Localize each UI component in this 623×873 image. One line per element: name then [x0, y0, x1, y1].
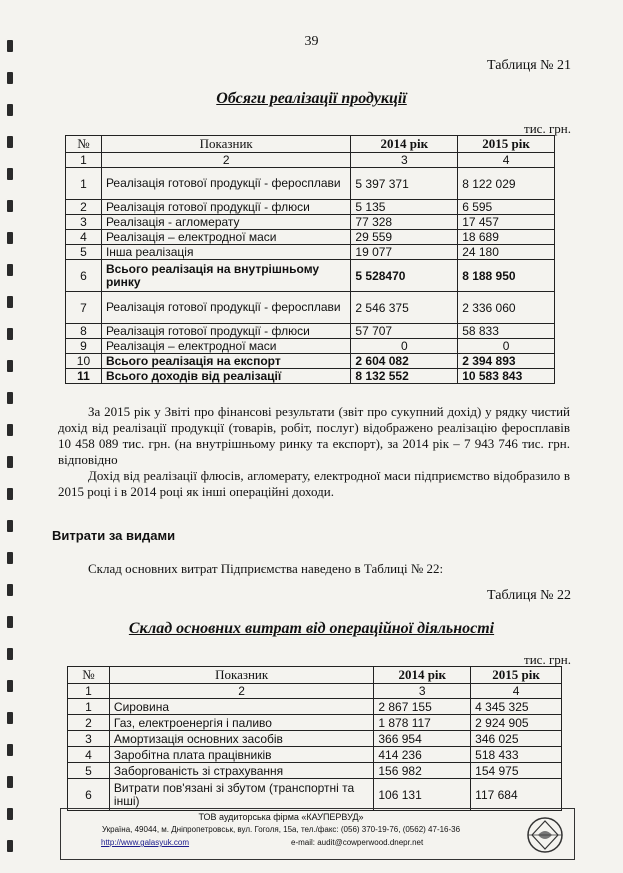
value-2015: 0 — [458, 339, 555, 354]
column-header: Показник — [109, 667, 373, 684]
row-number: 8 — [66, 324, 102, 339]
value-2014: 19 077 — [351, 245, 458, 260]
section-heading-expenses: Витрати за видами — [52, 528, 176, 543]
column-number: 4 — [458, 153, 555, 168]
column-number: 3 — [374, 684, 471, 699]
table-22 — [67, 666, 562, 811]
table-row — [68, 699, 562, 715]
table-row — [66, 339, 555, 354]
value-2015: 117 684 — [471, 779, 562, 811]
table-row — [66, 230, 555, 245]
table-22-title: Склад основних витрат від операційної діяльності — [128, 620, 495, 637]
table-21-title: Обсяги реалізації продукції — [216, 90, 407, 107]
column-number: 4 — [471, 684, 562, 699]
row-number: 1 — [66, 168, 102, 200]
table-row — [68, 715, 562, 731]
table-row — [68, 763, 562, 779]
row-label: Реалізація готової продукції - флюси — [101, 324, 350, 339]
paragraph-table-intro: Склад основних витрат Підприємства наведено в Таблиці № 22: — [88, 561, 444, 576]
column-number: 3 — [351, 153, 458, 168]
table-row — [66, 354, 555, 369]
value-2014: 5 528470 — [351, 260, 458, 292]
table-row — [66, 369, 555, 384]
table-row — [66, 200, 555, 215]
page-footer — [60, 808, 575, 860]
row-label: Газ, електроенергія і паливо — [109, 715, 373, 731]
row-number: 3 — [68, 731, 110, 747]
table-row — [66, 260, 555, 292]
value-2015: 2 336 060 — [458, 292, 555, 324]
value-2015: 10 583 843 — [458, 369, 555, 384]
row-number: 11 — [66, 369, 102, 384]
value-2014: 1 878 117 — [374, 715, 471, 731]
row-label: Сировина — [109, 699, 373, 715]
value-2015: 2 394 893 — [458, 354, 555, 369]
table-row — [68, 747, 562, 763]
table-22-units: тис. грн. — [524, 652, 571, 667]
value-2015: 8 188 950 — [458, 260, 555, 292]
table-21-units: тис. грн. — [524, 121, 571, 136]
value-2015: 518 433 — [471, 747, 562, 763]
column-header: № — [68, 667, 110, 684]
table-row — [68, 731, 562, 747]
value-2015: 6 595 — [458, 200, 555, 215]
paragraph-other-income — [58, 468, 570, 500]
value-2014: 29 559 — [351, 230, 458, 245]
row-label: Амортизація основних засобів — [109, 731, 373, 747]
table-22-ref: Таблиця № 22 — [487, 588, 571, 603]
table-row — [68, 779, 562, 811]
column-header: 2015 рік — [471, 667, 562, 684]
row-number: 1 — [68, 699, 110, 715]
paragraph-text: Дохід від реалізації флюсів, агломерату, електродної маси підприємство відобразило в 2015 році і в 2014 році як інші операційні доходи. — [58, 468, 570, 499]
paragraph-text: За 2015 рік у Звіті про фінансові результати (звіт про сукупний дохід) у рядку чистий дохід від реалізації продукції (товарів, робіт, послуг) відображено реалізацію феросплавів 10 458 089 тис. грн. (на внутрішньому ринку та експорт), за 2014 рік – 7 943 746 тис. грн. відповідно — [58, 404, 570, 467]
row-number: 9 — [66, 339, 102, 354]
value-2014: 414 236 — [374, 747, 471, 763]
column-number: 1 — [68, 684, 110, 699]
table-subheader-row — [66, 153, 555, 168]
company-logo-icon — [524, 815, 566, 855]
value-2015: 346 025 — [471, 731, 562, 747]
row-number: 6 — [66, 260, 102, 292]
value-2014: 77 328 — [351, 215, 458, 230]
value-2014: 156 982 — [374, 763, 471, 779]
value-2014: 366 954 — [374, 731, 471, 747]
table-row — [66, 245, 555, 260]
value-2014: 2 604 082 — [351, 354, 458, 369]
row-number: 2 — [68, 715, 110, 731]
value-2015: 2 924 905 — [471, 715, 562, 731]
value-2015: 17 457 — [458, 215, 555, 230]
table-header-row — [66, 136, 555, 153]
value-2014: 5 397 371 — [351, 168, 458, 200]
row-number: 2 — [66, 200, 102, 215]
row-number: 10 — [66, 354, 102, 369]
footer-email: e-mail: audit@cowperwood.dnepr.net — [291, 838, 424, 847]
table-row — [66, 324, 555, 339]
row-label: Реалізація – електродної маси — [101, 230, 350, 245]
table-row — [66, 292, 555, 324]
column-number: 2 — [101, 153, 350, 168]
column-number: 1 — [66, 153, 102, 168]
row-number: 5 — [68, 763, 110, 779]
row-label: Реалізація готової продукції - феросплави — [101, 168, 350, 200]
column-header: № — [66, 136, 102, 153]
footer-website-link[interactable]: http://www.galasyuk.com — [101, 838, 190, 847]
table-row — [66, 215, 555, 230]
page-number: 39 — [304, 34, 319, 49]
row-number: 5 — [66, 245, 102, 260]
value-2014: 2 546 375 — [351, 292, 458, 324]
table-subheader-row — [68, 684, 562, 699]
row-number: 4 — [66, 230, 102, 245]
row-label: Всього реалізація на внутрішньому ринку — [101, 260, 350, 292]
table-header-row — [68, 667, 562, 684]
row-number: 7 — [66, 292, 102, 324]
paragraph-sales-summary — [58, 404, 570, 468]
value-2014: 2 867 155 — [374, 699, 471, 715]
value-2014: 106 131 — [374, 779, 471, 811]
column-header: Показник — [101, 136, 350, 153]
column-header: 2015 рік — [458, 136, 555, 153]
row-label: Заборгованість зі страхування — [109, 763, 373, 779]
row-label: Реалізація готової продукції - флюси — [101, 200, 350, 215]
footer-website-wrap — [101, 838, 281, 847]
row-label: Всього реалізація на експорт — [101, 354, 350, 369]
value-2015: 4 345 325 — [471, 699, 562, 715]
row-number: 3 — [66, 215, 102, 230]
value-2015: 154 975 — [471, 763, 562, 779]
column-header: 2014 рік — [374, 667, 471, 684]
table-row — [66, 168, 555, 200]
value-2014: 5 135 — [351, 200, 458, 215]
value-2015: 18 689 — [458, 230, 555, 245]
row-label: Інша реалізація — [101, 245, 350, 260]
column-header: 2014 рік — [351, 136, 458, 153]
row-label: Витрати пов'язані зі збутом (транспортні та інші) — [109, 779, 373, 811]
row-label: Реалізація готової продукції - феросплави — [101, 292, 350, 324]
footer-company: ТОВ аудиторська фірма «КАУПЕРВУД» — [198, 812, 364, 822]
value-2014: 0 — [351, 339, 458, 354]
binding-holes — [4, 0, 18, 873]
table-21-ref: Таблиця № 21 — [487, 58, 571, 73]
row-label: Заробітна плата працівників — [109, 747, 373, 763]
row-number: 4 — [68, 747, 110, 763]
row-label: Реалізація – електродної маси — [101, 339, 350, 354]
footer-address: Україна, 49044, м. Дніпропетровськ, вул. Гоголя, 15а, тел./факс: (056) 370-19-76, (0562) 47-16-36 — [101, 825, 461, 834]
value-2014: 57 707 — [351, 324, 458, 339]
value-2015: 58 833 — [458, 324, 555, 339]
value-2015: 24 180 — [458, 245, 555, 260]
row-label: Реалізація - агломерату — [101, 215, 350, 230]
column-number: 2 — [109, 684, 373, 699]
row-label: Всього доходів від реалізації — [101, 369, 350, 384]
table-21 — [65, 135, 555, 384]
value-2015: 8 122 029 — [458, 168, 555, 200]
row-number: 6 — [68, 779, 110, 811]
value-2014: 8 132 552 — [351, 369, 458, 384]
